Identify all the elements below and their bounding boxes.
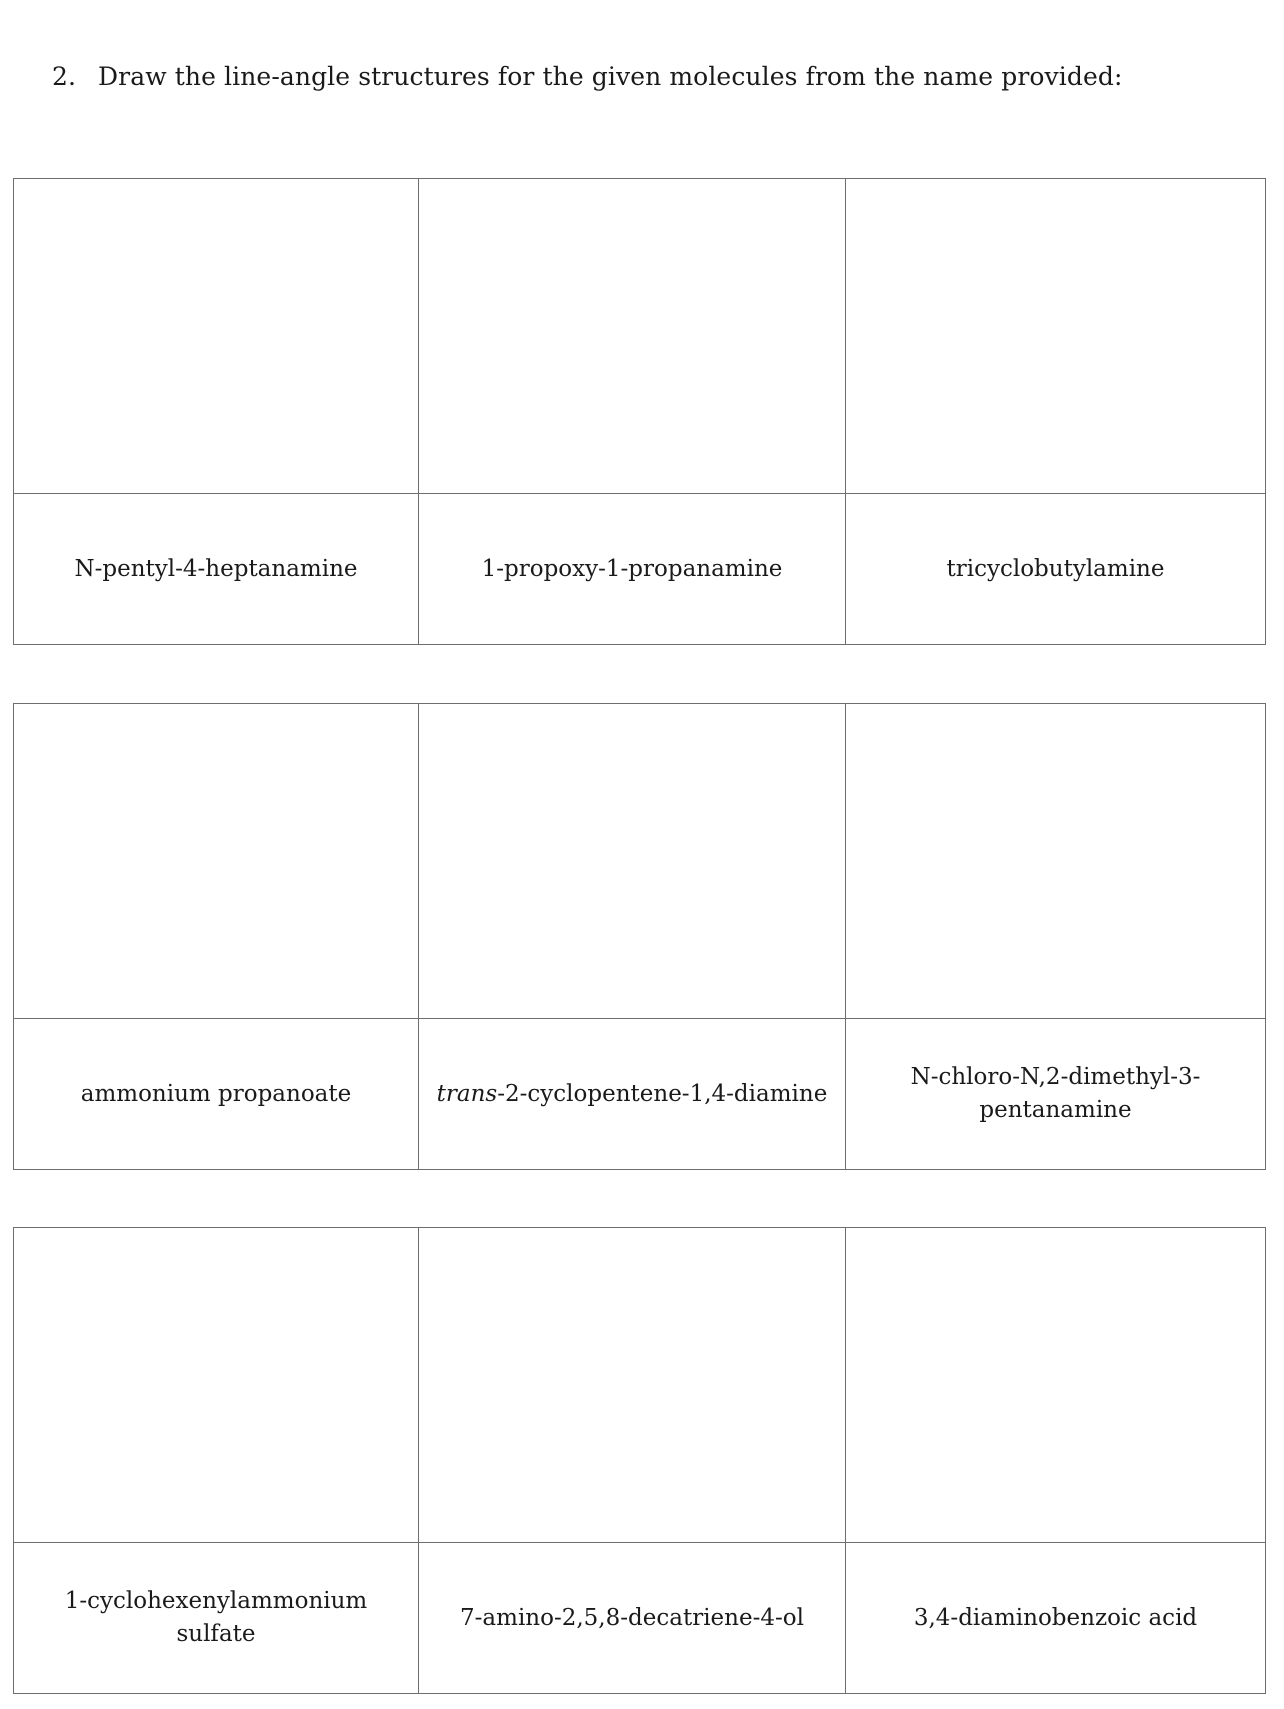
- drawing-box-7[interactable]: [14, 1228, 419, 1543]
- molecule-label-cell: [14, 494, 419, 645]
- molecule-name: 3,4-diaminobenzoic acid: [913, 1604, 1198, 1631]
- drawing-row: [14, 179, 1266, 494]
- molecule-table-1: [13, 178, 1266, 645]
- label-row: [14, 1543, 1266, 1694]
- molecule-name-line-1: 1-cyclohexenylammonium: [64, 1588, 368, 1614]
- molecule-label-cell: [846, 494, 1266, 645]
- label-row: [14, 1019, 1266, 1170]
- molecule-table-2: [13, 703, 1266, 1170]
- drawing-box-9[interactable]: [846, 1228, 1266, 1543]
- stereo-prefix: trans: [436, 1080, 498, 1107]
- question-number: 2.: [52, 62, 77, 91]
- molecule-label-cell: [846, 1543, 1266, 1694]
- molecule-name: ammonium propanoate: [80, 1080, 352, 1107]
- molecule-label-cell: [14, 1019, 419, 1170]
- molecule-name: N-pentyl-4-heptanamine: [74, 555, 358, 582]
- molecule-name-line-1: N-chloro-N,2-dimethyl-3-: [910, 1064, 1201, 1090]
- drawing-box-6[interactable]: [846, 704, 1266, 1019]
- molecule-name: 7-amino-2,5,8-decatriene-4-ol: [460, 1604, 804, 1631]
- molecule-name: [911, 1061, 1201, 1127]
- question-heading: [52, 62, 1123, 91]
- drawing-box-8[interactable]: [419, 1228, 846, 1543]
- molecule-name: tricyclobutylamine: [946, 555, 1165, 582]
- molecule-table-3: [13, 1227, 1266, 1694]
- drawing-row: [14, 704, 1266, 1019]
- drawing-box-2[interactable]: [419, 179, 846, 494]
- molecule-name-rest: -2-cyclopentene-1,4-diamine: [497, 1080, 828, 1107]
- molecule-name: 1-propoxy-1-propanamine: [481, 555, 783, 582]
- drawing-row: [14, 1228, 1266, 1543]
- molecule-name: [65, 1585, 368, 1651]
- drawing-box-5[interactable]: [419, 704, 846, 1019]
- question-text: Draw the line-angle structures for the given molecules from the name provided:: [98, 62, 1123, 91]
- molecule-name: [437, 1078, 828, 1111]
- label-row: [14, 494, 1266, 645]
- molecule-name-line-2: pentanamine: [979, 1097, 1132, 1123]
- molecule-label-cell: [846, 1019, 1266, 1170]
- drawing-box-1[interactable]: [14, 179, 419, 494]
- molecule-label-cell: [14, 1543, 419, 1694]
- drawing-box-3[interactable]: [846, 179, 1266, 494]
- molecule-name-line-2: sulfate: [176, 1621, 256, 1647]
- molecule-label-cell: [419, 1019, 846, 1170]
- drawing-box-4[interactable]: [14, 704, 419, 1019]
- molecule-label-cell: [419, 494, 846, 645]
- molecule-label-cell: [419, 1543, 846, 1694]
